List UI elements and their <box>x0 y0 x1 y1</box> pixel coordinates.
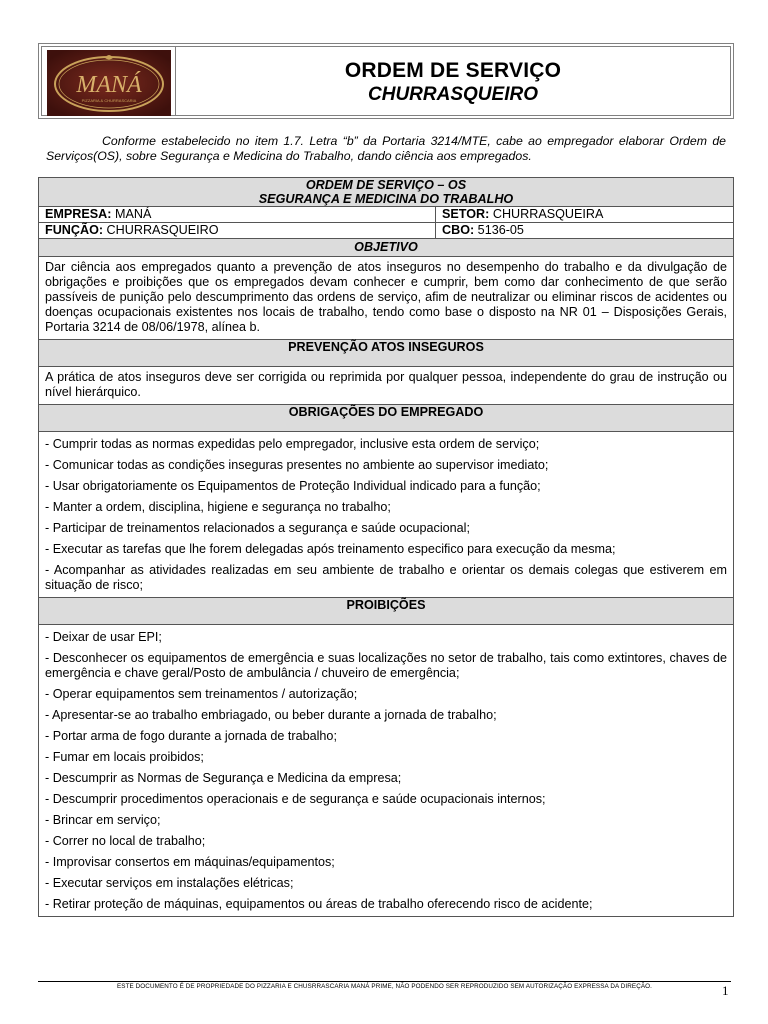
funcao-label: FUNÇÃO: <box>45 223 104 237</box>
obrigacao-item: - Usar obrigatoriamente os Equipamentos de Proteção Individual indicado para a função; <box>45 479 541 493</box>
objetivo-text: Dar ciência aos empregados quanto a prevenção de atos inseguros no desempenho do trabalho e da divulgação de obrigações e proibições que os empregados devam conhecer e cumprir, bem como dar conhecimento de que serão passíveis de punição pelo descumprimento das ordens de serviço, afim de neutralizar ou eliminar riscos de acidentes ou doenças ocupacionais existentes nos locais de trabalho, tendo como base o disposto na NR 01 – Disposições Gerais, Portaria 3214 de 08/06/1978, alínea b. <box>39 257 734 340</box>
funcao-cbo-row <box>39 223 734 239</box>
prevencao-text: A prática de atos inseguros deve ser corrigida ou reprimida por qualquer pessoa, independente do grau de instrução ou nível hierárquico. <box>39 367 734 405</box>
obrigacoes-list <box>39 432 734 598</box>
setor-cell <box>436 207 734 223</box>
empresa-label: EMPRESA: <box>45 207 112 221</box>
document-title: ORDEM DE SERVIÇO <box>344 59 562 82</box>
footer-disclaimer: ESTE DOCUMENTO É DE PROPRIEDADE DO PIZZARIA E CHUSRRASCARIA MANÁ PRIME, NÃO PODENDO SER REPRODUZIDO SEM AUTORIZAÇÃO EXPRESSA DA DIREÇÃO. <box>116 983 653 990</box>
proibicao-item: - Deixar de usar EPI; <box>45 630 162 644</box>
logo-subtext: PIZZARIA & CHURRASCARIA <box>81 98 137 103</box>
cbo-value: 5136-05 <box>474 223 524 237</box>
proibicoes-header-row <box>39 598 734 625</box>
obrigacao-item: - Executar as tarefas que lhe forem delegadas após treinamento especifico para execução da mesma; <box>45 542 616 556</box>
document-header <box>38 43 734 119</box>
prevencao-body-row <box>39 367 734 405</box>
cbo-cell <box>436 223 734 239</box>
intro-paragraph: Conforme estabelecido no item 1.7. Letra “b” da Portaria 3214/MTE, cabe ao empregador elaborar Ordem de Serviços(OS), sobre Segurança e Medicina do Trabalho, dando ciência aos empregados. <box>46 134 726 163</box>
service-order-table <box>38 177 734 917</box>
obrigacao-item: - Comunicar todas as condições inseguras presentes no ambiente ao supervisor imediato; <box>45 458 549 472</box>
proibicao-item: - Operar equipamentos sem treinamentos / autorização; <box>45 687 358 701</box>
proibicao-item: - Fumar em locais proibidos; <box>45 750 204 764</box>
obrigacao-item: - Participar de treinamentos relacionados a segurança e saúde ocupacional; <box>45 521 470 535</box>
form-title-line1: ORDEM DE SERVIÇO – OS <box>305 178 467 192</box>
proibicao-item: - Apresentar-se ao trabalho embriagado, ou beber durante a jornada de trabalho; <box>45 708 497 722</box>
obrigacoes-header-row <box>39 405 734 432</box>
objetivo-header-row <box>39 239 734 257</box>
form-title-row <box>39 178 734 207</box>
setor-label: SETOR: <box>442 207 490 221</box>
prevencao-header-row <box>39 340 734 367</box>
company-logo <box>47 50 171 116</box>
objetivo-title: OBJETIVO <box>39 239 734 257</box>
footer-divider <box>38 981 731 982</box>
proibicoes-body-row <box>39 625 734 917</box>
page-number: 1 <box>722 983 729 998</box>
proibicao-item: - Correr no local de trabalho; <box>45 834 206 848</box>
logo-wordmark: MANÁ <box>76 72 142 98</box>
proibicao-item: - Portar arma de fogo durante a jornada de trabalho; <box>45 729 337 743</box>
proibicao-item: - Improvisar consertos em máquinas/equipamentos; <box>45 855 335 869</box>
obrigacoes-body-row <box>39 432 734 598</box>
obrigacao-item: - Acompanhar as atividades realizadas em seu ambiente de trabalho e orientar os demais colegas que estiverem em situação de risco; <box>45 563 727 592</box>
obrigacao-item: - Cumprir todas as normas expedidas pelo empregador, inclusive esta ordem de serviço; <box>45 437 540 451</box>
funcao-value: CHURRASQUEIRO <box>103 223 219 237</box>
document-subtitle: CHURRASQUEIRO <box>368 84 538 105</box>
empresa-cell <box>39 207 436 223</box>
title-cell <box>176 47 730 115</box>
funcao-cell <box>39 223 436 239</box>
proibicao-item: - Executar serviços em instalações elétricas; <box>45 876 294 890</box>
obrigacao-item: - Manter a ordem, disciplina, higiene e segurança no trabalho; <box>45 500 391 514</box>
proibicao-item: - Descumprir as Normas de Segurança e Medicina da empresa; <box>45 771 402 785</box>
proibicoes-list <box>39 625 734 917</box>
form-title-line2: SEGURANÇA E MEDICINA DO TRABALHO <box>258 192 514 206</box>
setor-value: CHURRASQUEIRA <box>489 207 604 221</box>
objetivo-body-row <box>39 257 734 340</box>
proibicao-item: - Retirar proteção de máquinas, equipamentos ou áreas de trabalho oferecendo risco de acidente; <box>45 897 593 911</box>
proibicao-item: - Descumprir procedimentos operacionais e de segurança e saúde ocupacionais internos; <box>45 792 546 806</box>
logo-cell <box>42 47 176 115</box>
proibicao-item: - Desconhecer os equipamentos de emergência e suas localizações no setor de trabalho, tais como extintores, chaves de emergência e chave geral/Posto de ambulância / chuveiro de emergência; <box>45 651 727 680</box>
proibicoes-title: PROIBIÇÕES <box>39 598 734 625</box>
cbo-label: CBO: <box>442 223 475 237</box>
empresa-value: MANÁ <box>111 207 152 221</box>
empresa-setor-row <box>39 207 734 223</box>
form-title-cell <box>39 178 734 207</box>
header-inner-frame <box>41 46 731 116</box>
proibicao-item: - Brincar em serviço; <box>45 813 161 827</box>
prevencao-title: PREVENÇÃO ATOS INSEGUROS <box>39 340 734 367</box>
obrigacoes-title: OBRIGAÇÕES DO EMPREGADO <box>39 405 734 432</box>
